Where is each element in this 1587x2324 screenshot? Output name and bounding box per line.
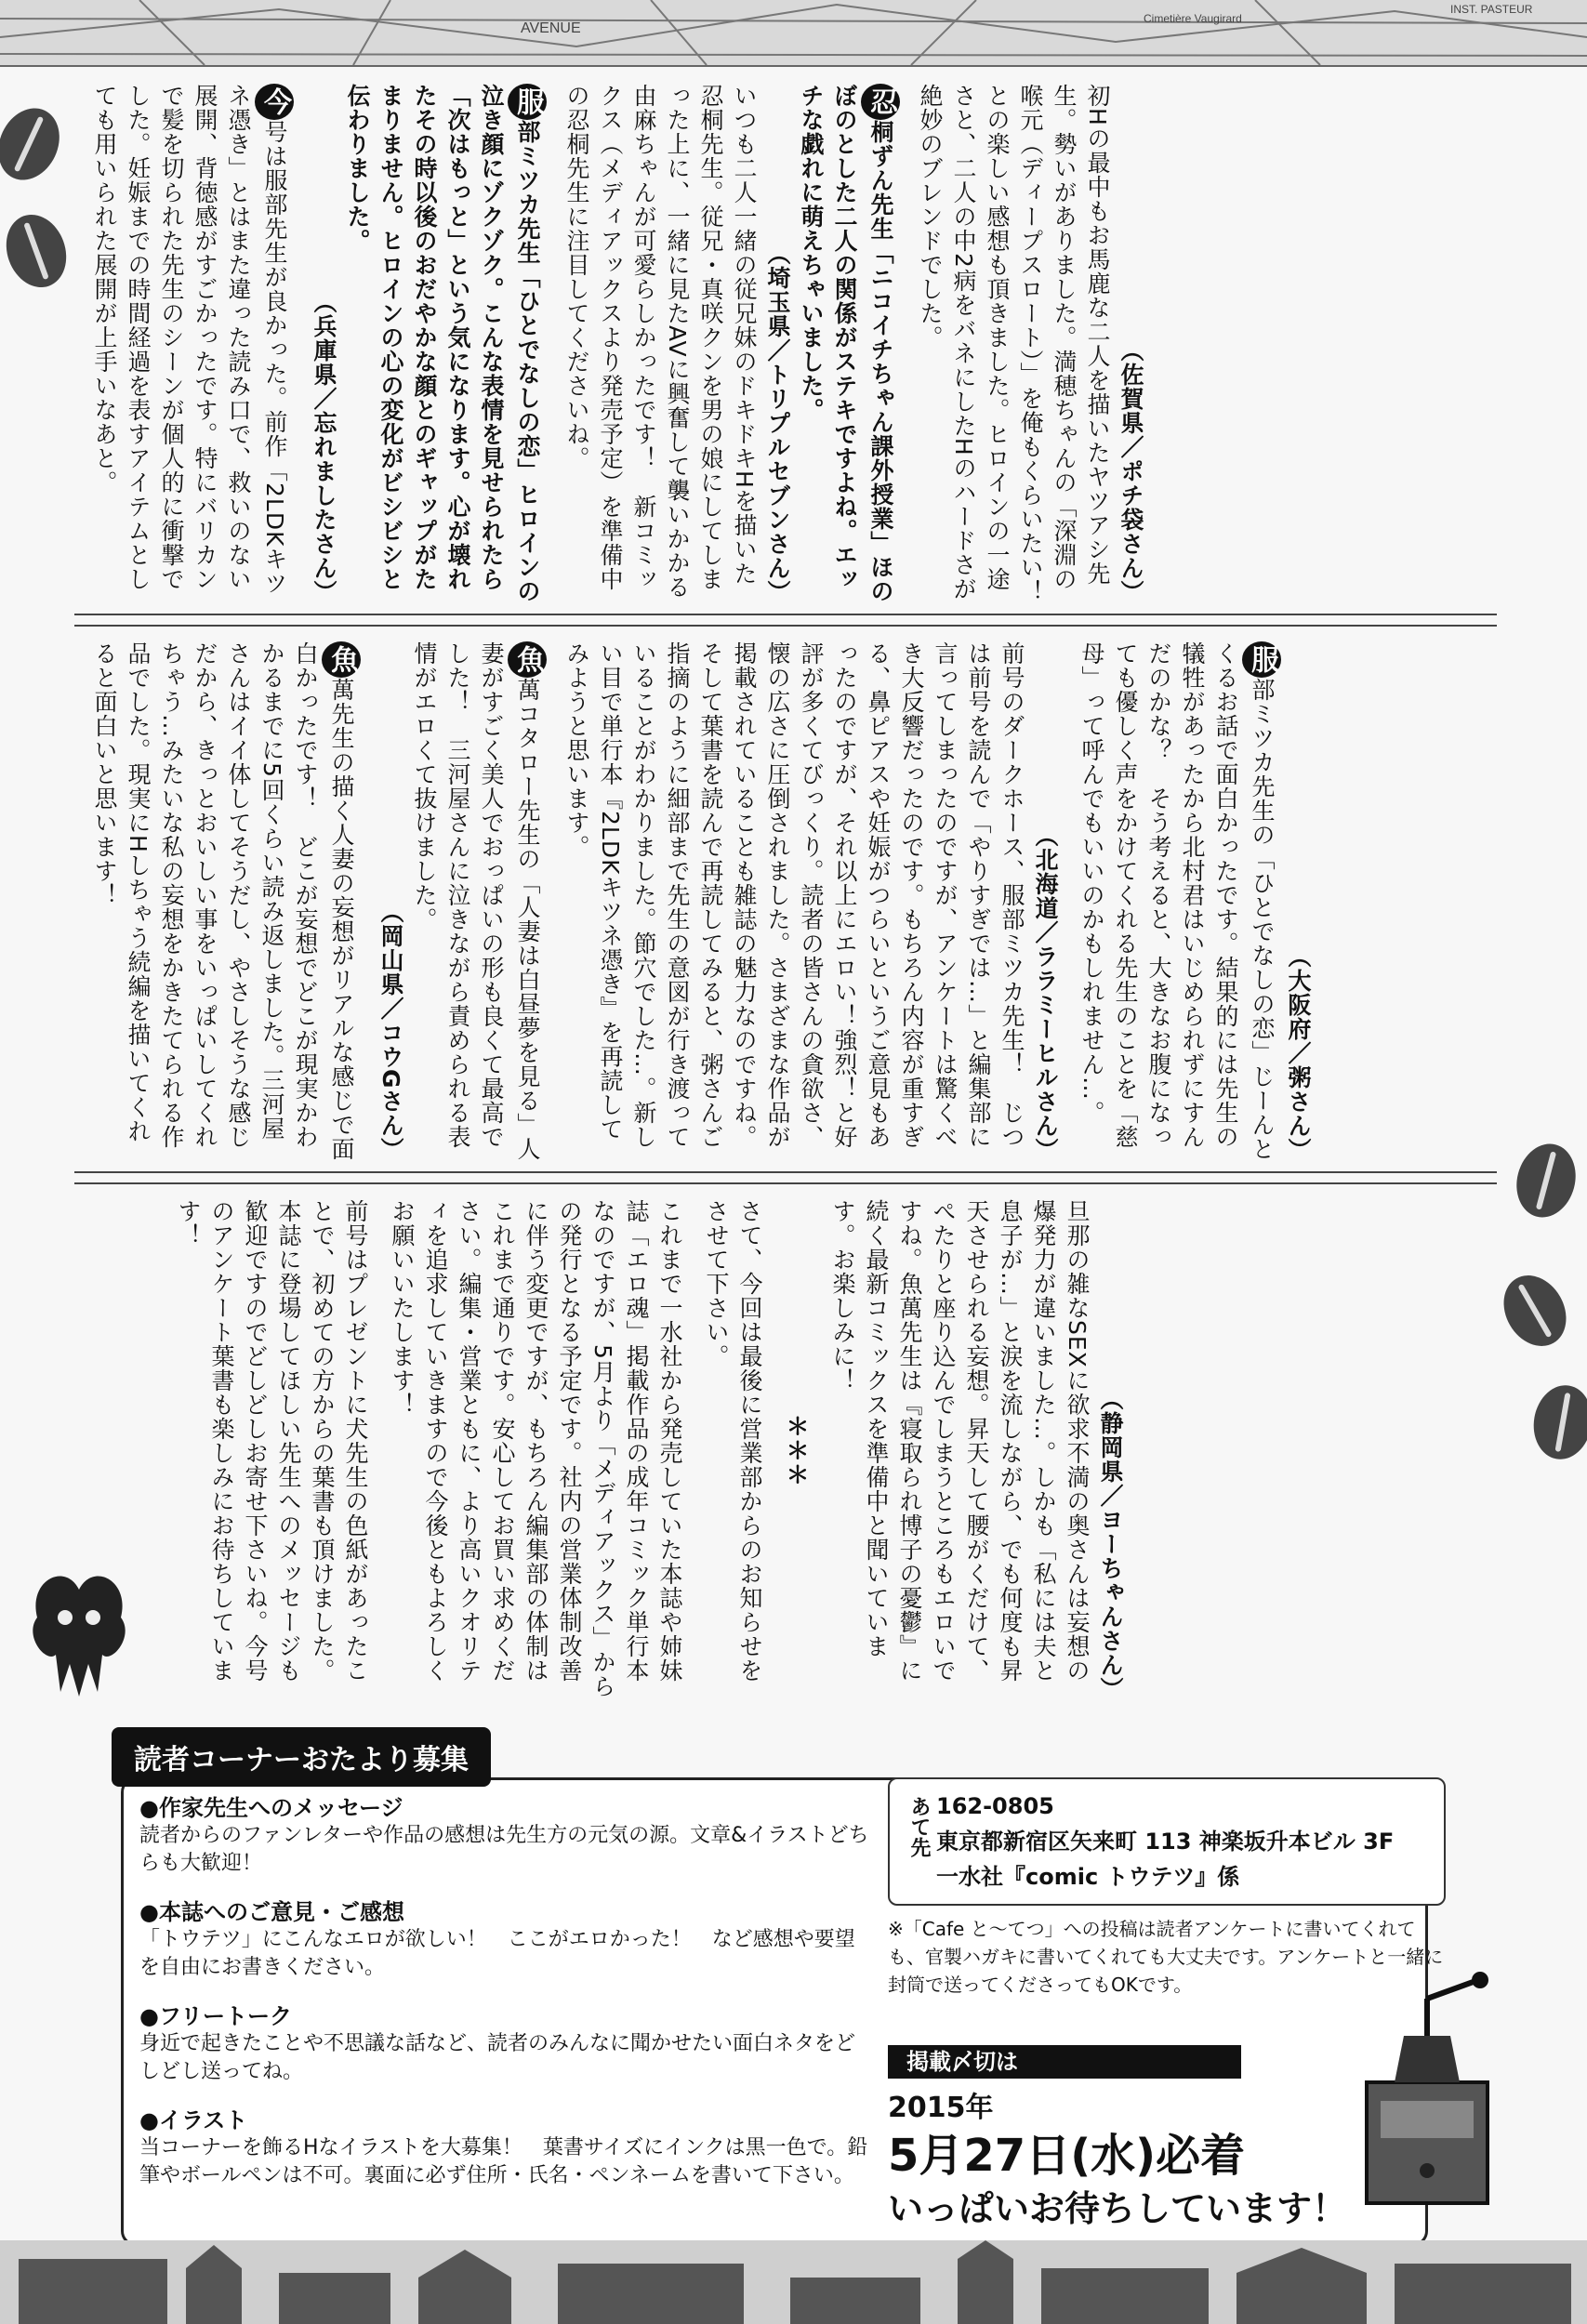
header-map-illustration (0, 0, 1587, 67)
author-initial-badge: 忍 (861, 84, 900, 120)
letter (374, 641, 547, 1162)
letter-author: （兵庫県／忘れましたさん） (311, 290, 337, 604)
letter-body: 初Hの最中もお馬鹿な二人を描いたヤツアシ先生。勢いがありました。満穂ちゃんの「深淵の喉元（ディープスロート）」を俺もくらいたい！との楽しい感想も頂きました。ヒロインの一途さと、二人の中2病をバネにしたHのハードさが絶妙のブレンドでした。 (917, 84, 1111, 604)
notice-paragraph: 前号はプレゼントに犬先生の色紙があったことで、初めての方からの葉書も頂けました。本誌に登場してほしい先生へのメッセージも歓迎ですのでどしどしお寄せ下さいね。今号のアンケート葉書も楽しみにお待ちしています！ (175, 1199, 369, 1683)
letter-author: （大阪府／粥さん） (1285, 944, 1312, 1162)
letter (913, 84, 1147, 604)
letter (1075, 641, 1315, 1162)
category-block (139, 1898, 874, 1982)
letter-body: 旦那の雑なSEXに欲求不満の奥さんは妄想の爆発力が違いました…。しかも「私には夫と息子が…」と涙を流しながら、でも何度も昇天させられる妄想。昇天して腰がくだけて、ぺたりと座り込んでしまうところもエロいですね。魚萬先生は『寝取られ博子の憂鬱』に続く最新コミックスを準備中と聞いています。お楽しみに！ (829, 1199, 1091, 1683)
section-stars: ＊＊＊ (783, 1414, 810, 1486)
category-block (139, 2106, 874, 2190)
category-block (139, 1794, 874, 1878)
coffee-bean-icon (0, 206, 76, 296)
deadline-year: 2015年 (888, 2092, 994, 2124)
map-label-pasteur: INST. PASTEUR (1450, 3, 1533, 16)
letter-body: 萬コタロー先生の「人妻は白昼夢を見る」人妻がすごく美人でおっぱいの形も良くて最高でした！ 三河屋さんに泣きながら責められる表情がエロくて抜けました。 (411, 641, 541, 1161)
letter-body: 号は服部先生が良かった。前作「2LDKキツネ憑き」とはまた違った読み口で、救いのない展開、背徳感がすごかったです。特にバリカンで髪を切られた先生のシーンが個人的に衝撃でした。妊娠までの時間経過を表すアイテムとしても用いられた展開が上手いなあと。 (91, 84, 288, 596)
submission-note: ※「Cafe と〜てつ」への投稿は読者アンケートに書いてくれても、官製ハガキに書いてくれても大丈夫です。アンケートと一緒に封筒で送ってくださってもOKです。 (888, 1918, 1444, 1996)
coffee-grinder-icon (1339, 1971, 1506, 2212)
notice-paragraph: さて、今回は最後に営業部からのお知らせをさせて下さい。 (703, 1199, 763, 1683)
letters-column-bottom (158, 1199, 1127, 1701)
letter-body: 部ミツカ先生の「ひとでなしの恋」じーんとくるお話で面白かったです。結果的には先生の犠牲があったから北村君はいじめられずにすんだのかな？ そう考えると、大きなお腹になっても優しく声をかけてくれる先生のことを「慈母」って呼んでもいいのかもしれません…。 (1078, 641, 1276, 1161)
letter-body: 前号のダークホース、服部ミツカ先生！ じつは前号を読んで「やりすぎでは…」と編集部に言ってしまったのですが、アンケートは驚くべき大反響だったのです。もちろん内容が重すぎる、鼻ピアスや妊娠がつらいというご意見もあったのですが、それ以上にエロい！強烈！と好評が多くてびっくり。読者の皆さんの貪欲さ、懐の広さに圧倒されました。さまざまな作品が掲載されていることも雑誌の魅力なのですね。そして葉書を読んで再読してみると、粥さんご指摘のように細部まで先生の意図が行き渡っていることがわかりました。節穴でした…。新しい目で単行本『2LDKキツネ憑き』を再読してみようと思います。 (563, 641, 1025, 1149)
category-body: 身近で起きたことや不思議な話など、読者のみんなに聞かせたい面白ネタをどしどし送ってね。 (139, 2032, 856, 2083)
letter-author: （佐賀県／ポチ袋さん） (1118, 338, 1144, 604)
author-initial-badge: 今 (255, 84, 294, 120)
letters-section-middle (74, 641, 1497, 1162)
letters-section-top (74, 84, 1497, 604)
letter (87, 641, 361, 1162)
letter-author: （静岡県／ヨーちゃんさん） (1097, 1387, 1124, 1701)
letter (560, 84, 900, 604)
letters-column-middle (74, 641, 1315, 1162)
letter-author: （岡山県／コウGさん） (377, 900, 404, 1162)
notice-paragraph: これまで一水社から発売していた本誌や姉妹誌「エロ魂」掲載作品の成年コミック単行本なのですが、5月より「メディアックス」からの発行となる予定です。社内の営業体制改善に伴う変更ですが、もちろん編集部の体制はこれまで通りです。安心してお買い求めください。編集・営業ともに、より高いクオリティを追求していきますので今後ともよろしくお願いいたします！ (389, 1199, 683, 1698)
author-initial-badge: 魚 (322, 641, 361, 678)
letter-author: （埼玉県／トリプルセブンさん） (764, 242, 791, 604)
category-heading: ●フリートーク (139, 2003, 292, 2029)
coffee-bean-icon (0, 99, 71, 191)
category-heading: ●作家先生へのメッセージ (139, 1795, 403, 1821)
address-label: あて先 (907, 1796, 931, 1857)
category-heading: ●イラスト (139, 2107, 248, 2133)
letters-section-bottom (158, 1199, 1497, 1701)
letter-body: いつも二人一緒の従兄妹のドキドキHを描いた忍桐先生。従兄・真咲クンを男の娘にしてしまった上に、一緒に見たAVに興奮して襲いかかる由麻ちゃんが可愛らしかったです！ 新コミックス（メディアックスより発売予定）を準備中の忍桐先生に注目してくださいね。 (563, 84, 758, 600)
letter (87, 84, 294, 604)
creature-illustration-icon (19, 1562, 139, 1701)
letter (307, 84, 547, 604)
letter-lead: 桐ずん先生「ニコイチちゃん課外授業」ほのぼのとした二人の関係がステキですよね。エッチな戯れに萌えちゃいました。 (798, 84, 894, 603)
city-skyline-illustration (0, 2240, 1587, 2324)
category-body: 「トウテツ」にこんなエロが欲しい！ ここがエロかった！ など感想や要望を自由にお書きください。 (139, 1928, 855, 1979)
letter-body: 萬先生の描く人妻の妄想がリアルな感じで面白かったです！ どこが妄想でどこが現実かわかるまでに5回くらい読み返しました。三河屋さんはイイ体してそうだし、やさしそうな感じだから、きっとおいしい事をいっぱいしてくれちゃう…みたいな私の妄想をかきたてられる作品でした。現実にHしちゃう続編を描いてくれると面白いと思います！ (91, 641, 355, 1161)
section-divider (74, 614, 1497, 627)
letters-column-top (74, 84, 1147, 604)
deadline-label: 掲載〆切は (888, 2045, 1241, 2079)
author-initial-badge: 服 (508, 84, 547, 120)
map-label-cemetery: Cimetière Vaugirard (1144, 12, 1242, 25)
letter (826, 1199, 1127, 1701)
category-block (139, 2002, 874, 2086)
letter-author: （北海道／ララミーヒルさん） (1032, 824, 1059, 1162)
coffee-bean-icon (1509, 1137, 1584, 1223)
address-box (888, 1777, 1446, 1906)
address-zip: 162-0805 (936, 1793, 1054, 1819)
letter (560, 641, 1062, 1162)
category-heading: ●本誌へのご意見・ご感想 (139, 1899, 404, 1925)
deadline-message: いっぱいお待ちしています！ (888, 2188, 1348, 2229)
category-body: 読者からのファンレターや作品の感想は先生方の元気の源。文章&イラストどちらも大歓迎！ (139, 1824, 869, 1875)
category-body: 当コーナーを飾るHなイラストを大募集！ 葉書サイズにインクは黒一色で。鉛筆やボールペンは不可。裏面に必ず住所・氏名・ペンネームを書いて下さい。 (139, 2136, 868, 2187)
author-initial-badge: 服 (1242, 641, 1281, 678)
author-initial-badge: 魚 (508, 641, 547, 678)
address-line2: 一水社『comic トウテツ』係 (936, 1864, 1240, 1890)
address-block (888, 1777, 1446, 1999)
section-divider (74, 1171, 1497, 1184)
reader-corner-footer (65, 1720, 1515, 2240)
map-label-avenue: AVENUE (521, 20, 581, 36)
letter-lead: 部ミツカ先生「ひとでなしの恋」ヒロインの泣き顔にゾクゾク。こんな表情を見せられたら「次はもっと」という気になります。心が壊れたその時以後のおだやかな顔とのギャップがたまりません。ヒロインの心の変化がビシビシと伝わりました。 (344, 84, 541, 603)
coffee-bean-icon (1491, 1264, 1579, 1357)
address-line1: 東京都新宿区矢来町 113 神楽坂升本ビル 3F (936, 1829, 1395, 1855)
reader-corner-title: 読者コーナーおたより募集 (112, 1727, 491, 1787)
deadline-date: 5月27日(水)必着 (888, 2130, 1246, 2182)
coffee-bean-icon (1528, 1380, 1587, 1464)
